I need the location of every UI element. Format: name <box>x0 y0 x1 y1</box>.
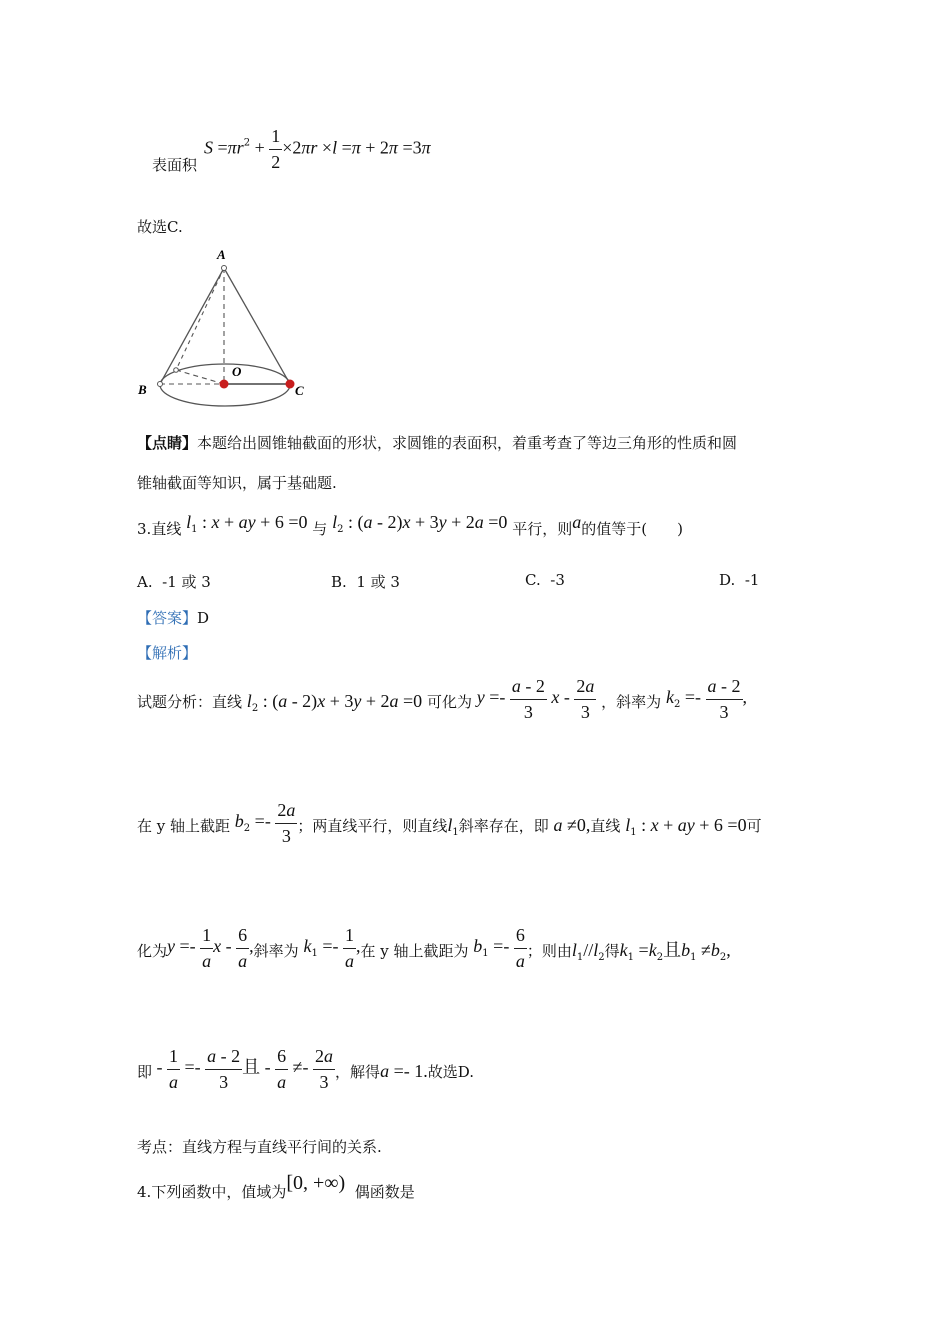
label-o: O <box>232 364 242 379</box>
point-c <box>286 380 295 389</box>
label-b: B <box>138 382 147 397</box>
solution-line2: 在 y 轴上截距 $b_2$ =- $\frac{2a}{3}$ ；两直线平行，则直线$l_1$斜率存在，即 a ≠0,直线 $l_1$ : x + ay + 6 =0可 <box>137 800 762 846</box>
q3-conj: 与 <box>312 520 328 538</box>
surface-area-label: 表面积 <box>152 156 198 174</box>
q3-end: 的值等于( ) <box>581 520 683 538</box>
q3-var: a <box>572 512 582 532</box>
solution-line4: 即 - $\frac{1}{a}$ =- $\frac{a - 2}{3}$ 且 - $\frac{6}{a}$ ≠- $\frac{2a}{3}$ ，解得a =- 1.故选D. <box>137 1046 474 1092</box>
choose-c-text: 故选C. <box>137 218 183 236</box>
point-a <box>222 266 227 271</box>
q4-end: 偶函数是 <box>354 1183 415 1201</box>
analysis-tag: 【解析】 <box>137 644 198 662</box>
option-b[interactable]: B. 1 或 3 <box>331 573 400 591</box>
option-a[interactable]: A. -1 或 3 <box>137 573 211 591</box>
cone-radius-dashed <box>176 370 224 384</box>
q3-prefix: 直线 <box>151 520 182 538</box>
label-c: C <box>295 383 304 398</box>
solution-line1: 试题分析：直线 $l_2$ : (a - 2)x + 3y + 2a =0 可化为 y =- $\frac{a - 2}{3}$ x - $\frac{2a}{3}$ ，斜率为 $k_2$ =- $\frac{a - 2}{3}$ , <box>137 676 747 722</box>
comment-text1: 本题给出圆锥轴截面的形状，求圆锥的表面积，着重考查了等边三角形的性质和圆 <box>197 434 738 452</box>
cone-figure <box>130 242 320 412</box>
comment-line1 <box>137 432 737 453</box>
q4-number: 4. <box>137 1183 152 1201</box>
q4-text: 下列函数中，值域为 <box>151 1183 287 1201</box>
point-o <box>220 380 229 389</box>
q4-interval: [0, +∞) <box>286 1172 346 1194</box>
question4-stem <box>137 1172 415 1203</box>
answer-line <box>137 607 209 628</box>
label-a: A <box>217 247 226 262</box>
answer-tag: 【答案】 <box>137 609 198 627</box>
kaodian-text: 考点：直线方程与直线平行间的关系. <box>137 1138 382 1156</box>
point-b <box>158 382 163 387</box>
surface-area-formula: $S =\pi r^2$ + $\frac{1}{2}$ ×2πr ×l =π + 2π =3π <box>204 126 431 172</box>
q3-number: 3. <box>137 520 152 538</box>
solution-line3: 化为y =- $\frac{1}{a}$ x - $\frac{6}{a}$ ,斜率为 $k_1$ =- $\frac{1}{a}$ ,在 y 轴上截距为 $b_1$ =- $\frac{6}{a}$ ；则由$l_1//l_2$得$k_1 =k_2$且$b_1 \ne b_2$, <box>137 925 731 971</box>
question3-stem: 3.直线 $l_1$ : x + ay + 6 =0 与 $l_2$ : (a - 2)x + 3y + 2a =0 平行，则a的值等于( ) <box>137 512 683 538</box>
cone-generatrix-dashed <box>176 268 224 370</box>
option-d[interactable]: D. -1 <box>719 571 760 589</box>
comment-line2: 锥轴截面等知识，属于基础题. <box>137 474 337 492</box>
comment-tag: 【点睛】 <box>137 434 198 452</box>
q3-suffix: 平行，则 <box>512 520 573 538</box>
answer-value: D <box>197 609 210 627</box>
point-base-mark <box>174 368 179 373</box>
option-c[interactable]: C. -3 <box>525 571 565 589</box>
